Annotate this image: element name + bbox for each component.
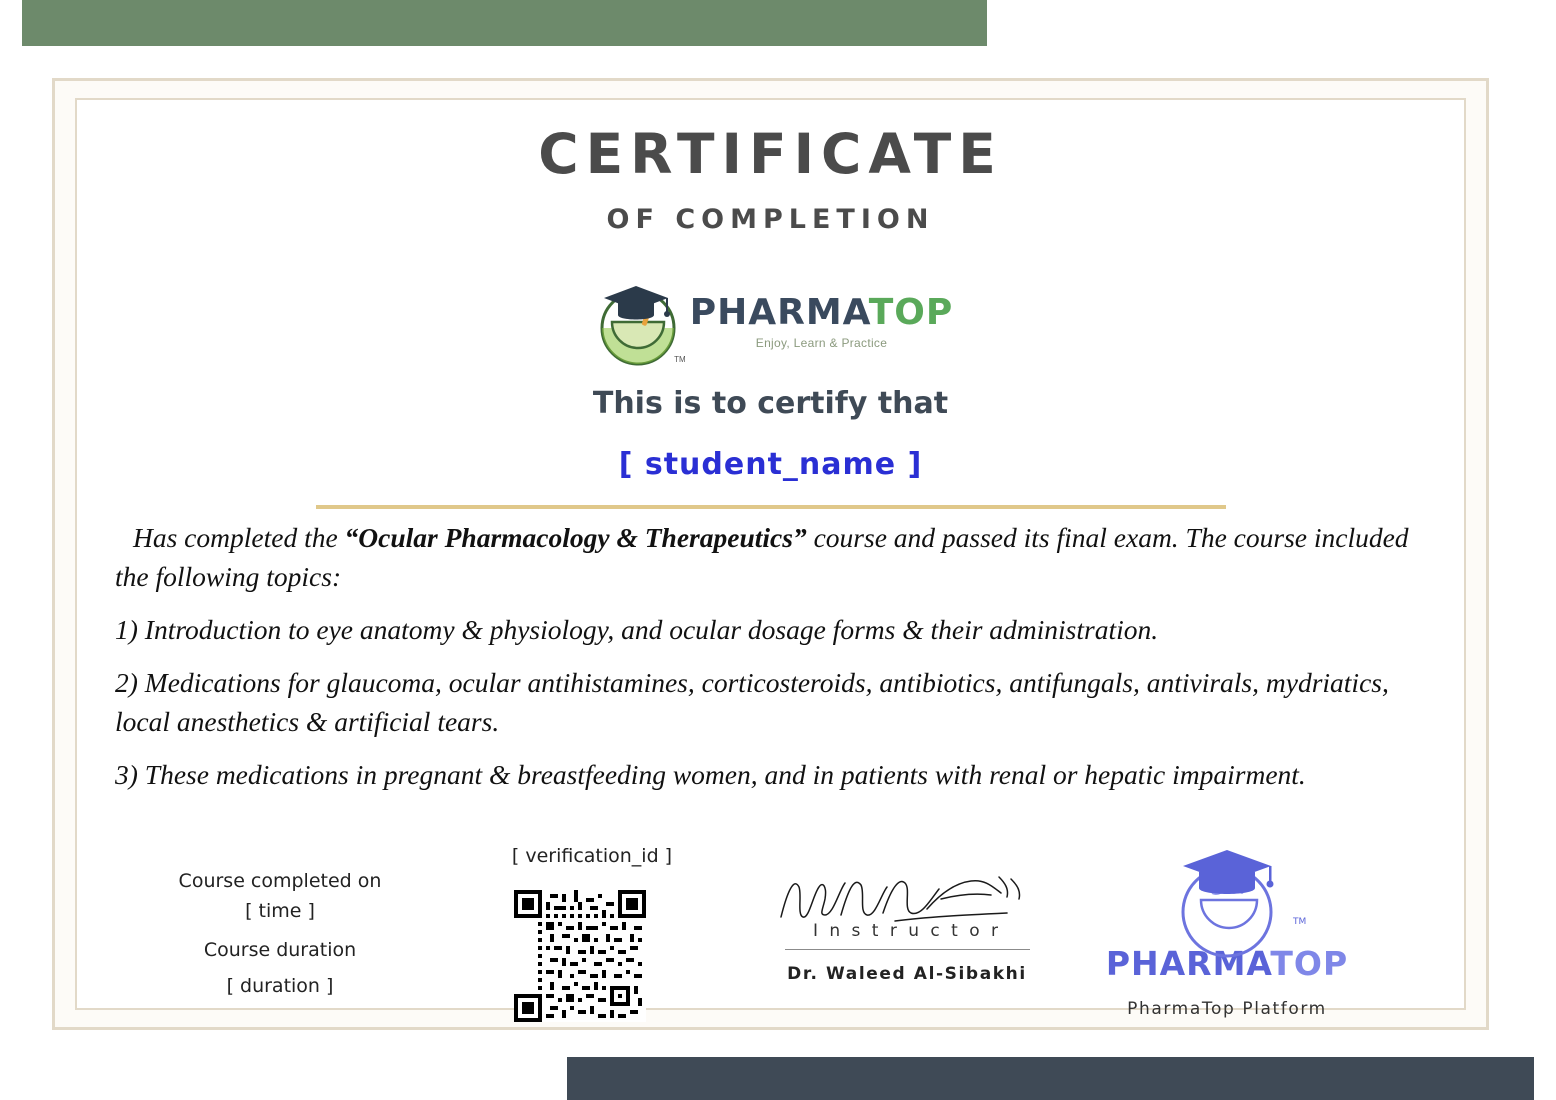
graduation-cap-mortar-icon-purple <box>1183 850 1306 956</box>
gold-divider <box>316 505 1226 509</box>
student-name-placeholder: [ student_name ] <box>618 447 923 482</box>
logo-wordmark <box>689 291 954 333</box>
topic-3: 3) These medications in pregnant & breastfeeding women, and in patients with renal or hepatic impairment. <box>115 759 1306 791</box>
decorative-top-bar <box>22 0 987 46</box>
pharmatop-logo <box>77 272 1464 372</box>
platform-seal-block <box>1077 840 1377 1019</box>
certificate-title: CERTIFICATE <box>538 122 1003 186</box>
certificate-content <box>77 100 1464 1019</box>
instructor-role-label: I n s t r u c t o r <box>812 921 1002 941</box>
instructor-name: Dr. Waleed Al-Sibakhi <box>787 964 1027 984</box>
certify-line: This is to certify that <box>592 386 949 421</box>
topic-1: 1) Introduction to eye anatomy & physiology, and ocular dosage forms & their administration. <box>115 614 1159 646</box>
svg-text:TM: TM <box>1293 917 1307 927</box>
platform-caption: PharmaTop Platform <box>1127 999 1327 1019</box>
body-lead-paragraph <box>115 518 1426 596</box>
platform-logo-graphic <box>1077 840 1377 970</box>
decorative-bottom-bar <box>567 1057 1534 1100</box>
course-title: “Ocular Pharmacology & Therapeutics” <box>344 522 807 553</box>
body-lead-part1: Has completed the <box>133 522 345 553</box>
certificate-body <box>115 518 1426 808</box>
graduation-cap-mortar-icon <box>588 274 684 370</box>
course-duration-value: [ duration ] <box>226 975 334 997</box>
certificate-subtitle: OF COMPLETION <box>606 204 935 235</box>
verification-id: [ verification_id ] <box>511 845 673 867</box>
logo-word-top: TOP <box>868 291 954 333</box>
logo-text-block <box>689 291 954 350</box>
certificate-inner-frame <box>75 98 1466 1019</box>
logo-word-pharma: PHARMA <box>689 291 869 333</box>
trademark-symbol: TM <box>674 355 686 364</box>
instructor-signature-block <box>757 865 1057 984</box>
certificate-outer-frame <box>52 78 1489 1030</box>
course-duration-label: Course duration <box>203 939 357 961</box>
body-lead-part2: course and passed its final exam. The course included the following topics: <box>115 522 1409 593</box>
platform-word-pharma: PHARMA <box>1105 944 1271 983</box>
qr-code[interactable] <box>514 890 646 1022</box>
signature-rule <box>785 949 1030 950</box>
completed-on-label: Course completed on <box>178 870 382 892</box>
topic-2: 2) Medications for glaucoma, ocular antihistamines, corticosteroids, antibiotics, antifungals, antivirals, mydriatics, local anesthetics & artificial tears. <box>115 667 1389 738</box>
logo-tagline: Enjoy, Learn & Practice <box>755 335 888 350</box>
completed-on-value: [ time ] <box>245 900 315 922</box>
platform-word-top: TOP <box>1270 944 1349 983</box>
